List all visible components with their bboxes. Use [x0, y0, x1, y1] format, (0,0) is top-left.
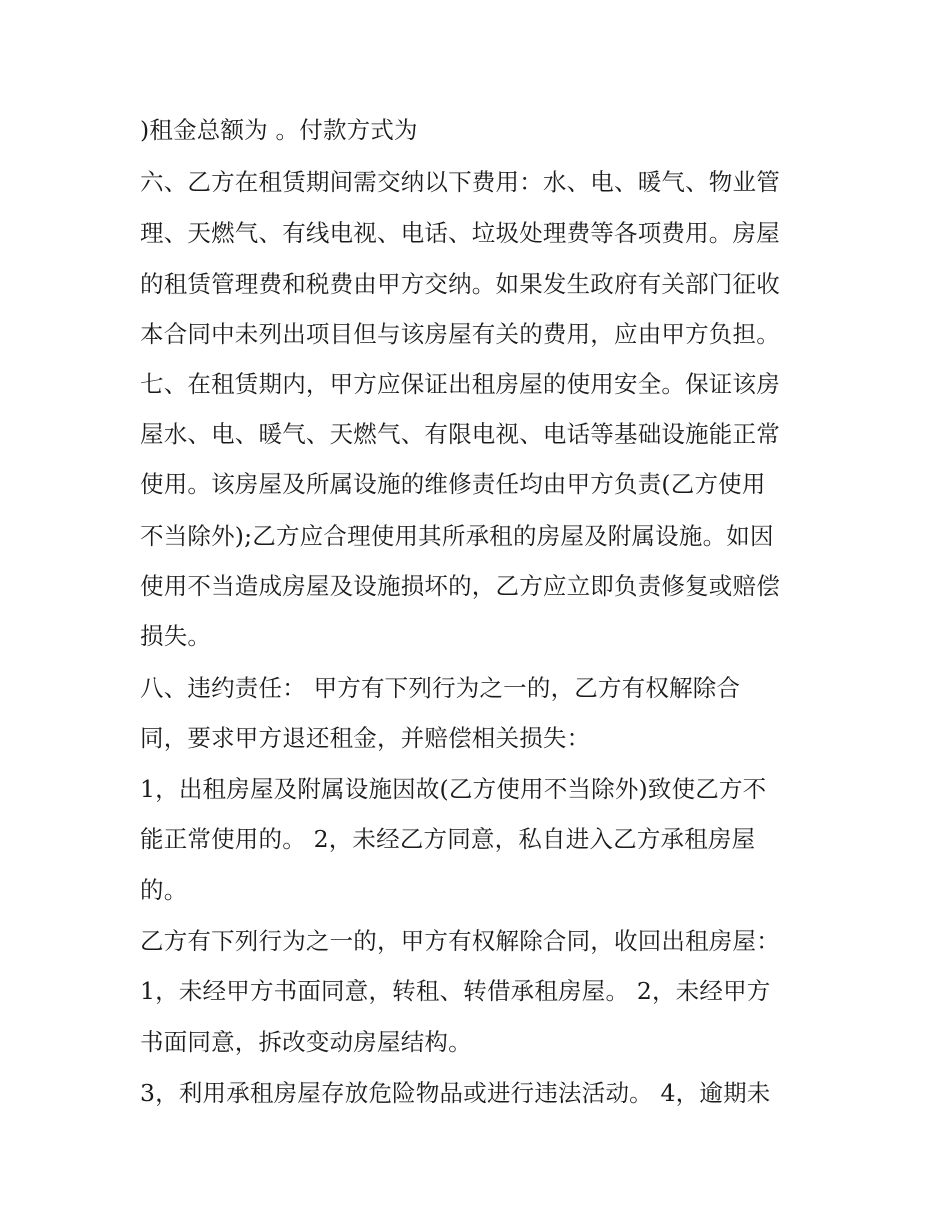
- text-line: 乙方有下列行为之一的，甲方有权解除合同，收回出租房屋：: [140, 927, 780, 955]
- text-line: 屋水、电、暖气、天燃气、有限电视、电话等基础设施能正常: [140, 420, 780, 448]
- text-line: 本合同中未列出项目但与该房屋有关的费用，应由甲方负担。: [140, 320, 780, 348]
- text-line: 1，未经甲方书面同意，转租、转借承租房屋。 2，未经甲方: [140, 977, 771, 1005]
- text-line: 书面同意，拆改变动房屋结构。: [140, 1028, 472, 1056]
- text-line: 使用。该房屋及所属设施的维修责任均由甲方负责(乙方使用: [140, 470, 766, 498]
- text-line: )租金总额为 。付款方式为: [140, 116, 418, 144]
- text-line: 1，出租房屋及附属设施因故(乙方使用不当除外)致使乙方不: [140, 775, 767, 803]
- text-line: 使用不当造成房屋及设施损坏的，乙方应立即负责修复或赔偿: [140, 572, 780, 600]
- text-line: 的。: [140, 876, 188, 904]
- text-line: 八、违约责任： 甲方有下列行为之一的，乙方有权解除合: [140, 674, 741, 702]
- text-line: 能正常使用的。 2，未经乙方同意，私自进入乙方承租房屋: [140, 825, 756, 853]
- text-line: 六、乙方在租赁期间需交纳以下费用：水、电、暖气、物业管: [140, 168, 780, 196]
- text-line: 损失。: [140, 622, 212, 650]
- text-line: 3，利用承租房屋存放危险物品或进行违法活动。 4，逾期未: [140, 1079, 771, 1107]
- text-line: 理、天燃气、有线电视、电话、垃圾处理费等各项费用。房屋: [140, 219, 780, 247]
- text-line: 的租赁管理费和税费由甲方交纳。如果发生政府有关部门征收: [140, 270, 780, 298]
- text-line: 不当除外);乙方应合理使用其所承租的房屋及附属设施。如因: [140, 522, 774, 550]
- text-line: 七、在租赁期内，甲方应保证出租房屋的使用安全。保证该房: [140, 370, 780, 398]
- text-line: 同，要求甲方退还租金，并赔偿相关损失：: [140, 724, 591, 752]
